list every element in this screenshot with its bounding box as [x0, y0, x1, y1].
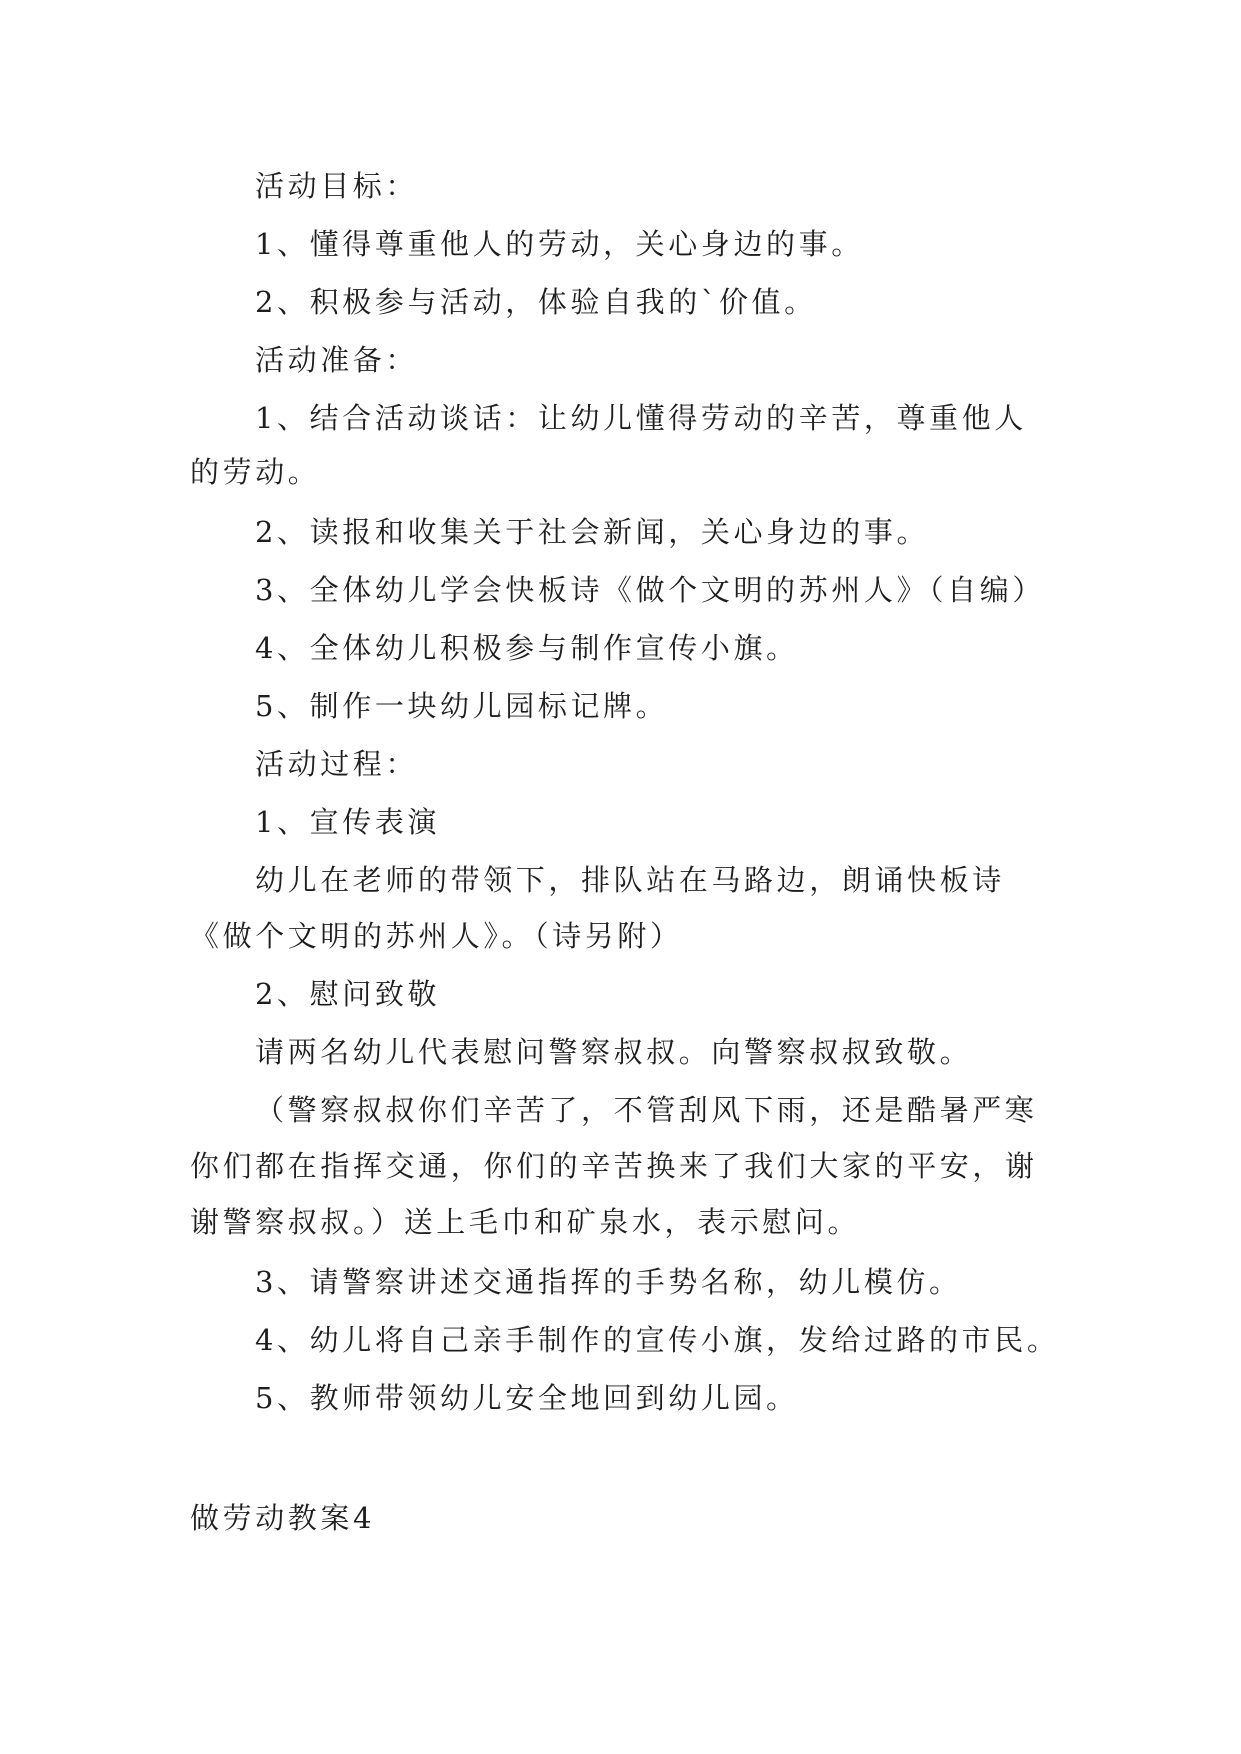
process-step-5: 5、教师带领幼儿安全地回到幼儿园。	[255, 1381, 799, 1415]
goal-item-1: 1、懂得尊重他人的劳动，关心身边的事。	[255, 227, 864, 261]
prep-item-1-line-1: 1、结合活动谈话：让幼儿懂得劳动的辛苦，尊重他人	[255, 401, 1027, 435]
heading-activity-goals: 活动目标：	[255, 169, 419, 203]
goal-item-2: 2、积极参与活动，体验自我的`价值。	[255, 285, 817, 319]
process-step-1-text-line-2: 《做个文明的苏州人》。（诗另附）	[190, 919, 683, 953]
process-step-2-quote-line-2: 你们都在指挥交通，你们的辛苦换来了我们大家的平安，谢	[190, 1149, 1038, 1183]
process-step-2-quote-line-1: （警察叔叔你们辛苦了，不管刮风下雨，还是酷暑严寒	[255, 1093, 1038, 1127]
heading-activity-preparation: 活动准备：	[255, 343, 419, 377]
process-step-2-text: 请两名幼儿代表慰问警察叔叔。向警察叔叔致敬。	[255, 1035, 973, 1069]
prep-item-5: 5、制作一块幼儿园标记牌。	[255, 689, 669, 723]
process-step-1-title: 1、宣传表演	[255, 805, 441, 839]
prep-item-4: 4、全体幼儿积极参与制作宣传小旗。	[255, 631, 799, 665]
process-step-1-text-line-1: 幼儿在老师的带领下，排队站在马路边，朗诵快板诗	[255, 863, 1005, 897]
heading-activity-process: 活动过程：	[255, 747, 419, 781]
process-step-3: 3、请警察讲述交通指挥的手势名称，幼儿模仿。	[255, 1265, 962, 1299]
process-step-2-quote-line-3: 谢警察叔叔。）送上毛巾和矿泉水，表示慰问。	[190, 1205, 861, 1239]
next-section-title: 做劳动教案4	[190, 1501, 376, 1535]
process-step-2-title: 2、慰问致敬	[255, 977, 441, 1011]
process-step-4: 4、幼儿将自己亲手制作的宣传小旗，发给过路的市民。	[255, 1323, 1060, 1357]
prep-item-2: 2、读报和收集关于社会新闻，关心身边的事。	[255, 515, 930, 549]
prep-item-3: 3、全体幼儿学会快板诗《做个文明的苏州人》（自编）	[255, 573, 1045, 607]
prep-item-1-line-2: 的劳动。	[190, 455, 321, 489]
